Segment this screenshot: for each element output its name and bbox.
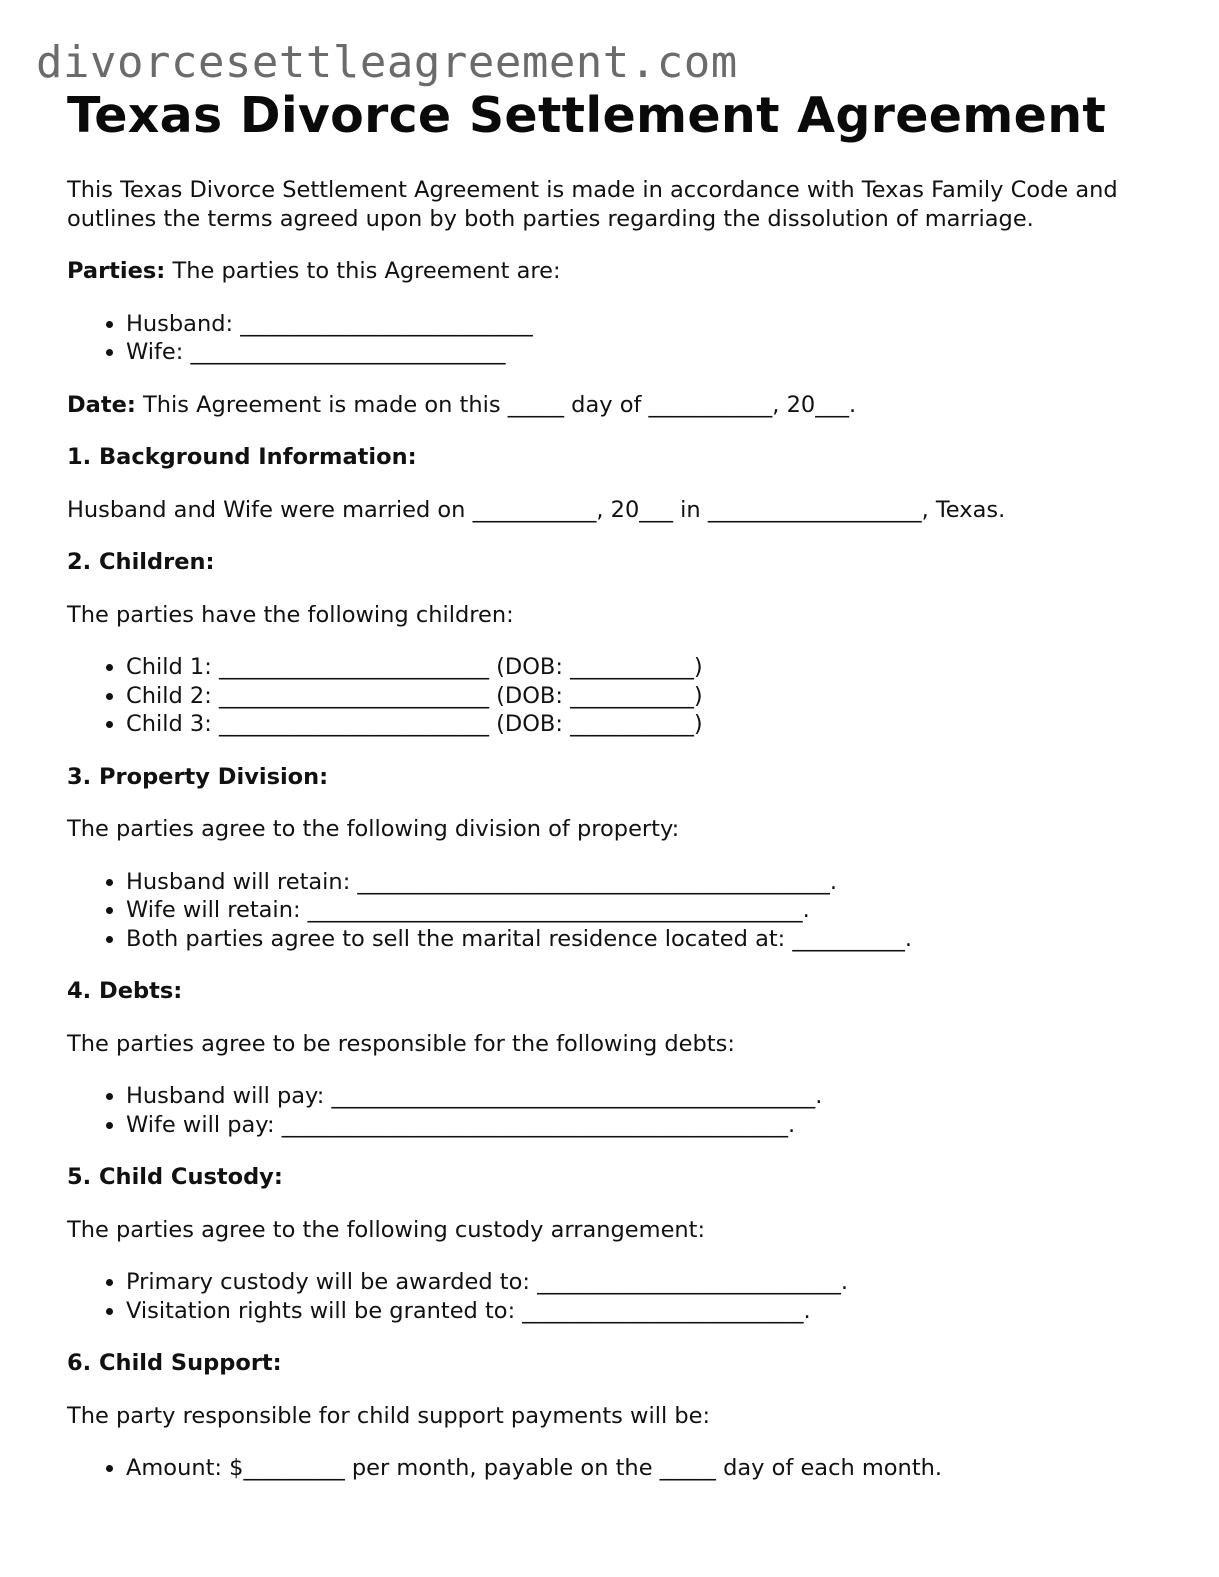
- list-item: • Husband will pay: ___________________________________________.: [126, 1082, 1177, 1111]
- intro-paragraph: This Texas Divorce Settlement Agreement is made in accordance with Texas Family Code and outlines the terms agreed upon by both parties regarding the dissolution of marriage.: [67, 177, 1118, 232]
- list-item: • Wife will retain: ____________________________________________.: [126, 896, 1177, 925]
- children-paragraph: The parties have the following children:: [67, 601, 514, 628]
- property-list: [67, 868, 1177, 954]
- list-item: • Child 3: ________________________ (DOB: ___________): [126, 710, 1177, 739]
- list-item: • Husband: __________________________: [126, 310, 1177, 339]
- date-text: This Agreement is made on this _____ day of ___________, 20___.: [135, 391, 857, 418]
- date-label: Date:: [67, 391, 136, 418]
- section-heading-custody: 5. Child Custody:: [67, 1164, 283, 1190]
- debts-paragraph: The parties agree to be responsible for the following debts:: [67, 1030, 735, 1057]
- custody-paragraph: The parties agree to the following custody arrangement:: [67, 1216, 706, 1243]
- section-heading-children: 2. Children:: [67, 549, 215, 575]
- list-item: • Child 1: ________________________ (DOB: ___________): [126, 653, 1177, 682]
- list-item: • Husband will retain: __________________________________________.: [126, 868, 1177, 897]
- date-paragraph: [67, 391, 1177, 420]
- custody-list: [67, 1268, 1177, 1325]
- parties-text: The parties to this Agreement are:: [165, 258, 561, 284]
- support-paragraph: The party responsible for child support payments will be:: [67, 1402, 711, 1429]
- list-item: • Wife: ____________________________: [126, 338, 1177, 367]
- parties-list: [67, 310, 1177, 367]
- list-item: • Child 2: ________________________ (DOB: ___________): [126, 682, 1177, 711]
- debts-list: [67, 1082, 1177, 1139]
- list-item: • Both parties agree to sell the marital residence located at: __________.: [126, 925, 1177, 954]
- property-paragraph: The parties agree to the following division of property:: [67, 816, 680, 842]
- document-body: [67, 88, 1177, 1483]
- children-list: [67, 653, 1177, 739]
- support-list: [67, 1454, 1177, 1483]
- document-title: Texas Divorce Settlement Agreement: [67, 87, 1107, 144]
- section-heading-support: 6. Child Support:: [67, 1350, 282, 1376]
- list-item: • Wife will pay: _____________________________________________.: [126, 1111, 1177, 1140]
- site-watermark: divorcesettleagreement.com: [36, 37, 738, 88]
- section-heading-debts: 4. Debts:: [67, 978, 183, 1004]
- parties-paragraph: [67, 257, 1177, 286]
- list-item: • Amount: $_________ per month, payable on the _____ day of each month.: [126, 1454, 1177, 1483]
- list-item: • Primary custody will be awarded to: ___________________________.: [126, 1268, 1177, 1297]
- parties-label: Parties:: [67, 258, 166, 284]
- list-item: • Visitation rights will be granted to: _________________________.: [126, 1297, 1177, 1326]
- background-paragraph: Husband and Wife were married on ___________, 20___ in ___________________, Texas.: [67, 496, 1006, 523]
- section-heading-background: 1. Background Information:: [67, 444, 417, 470]
- section-heading-property: 3. Property Division:: [67, 763, 329, 790]
